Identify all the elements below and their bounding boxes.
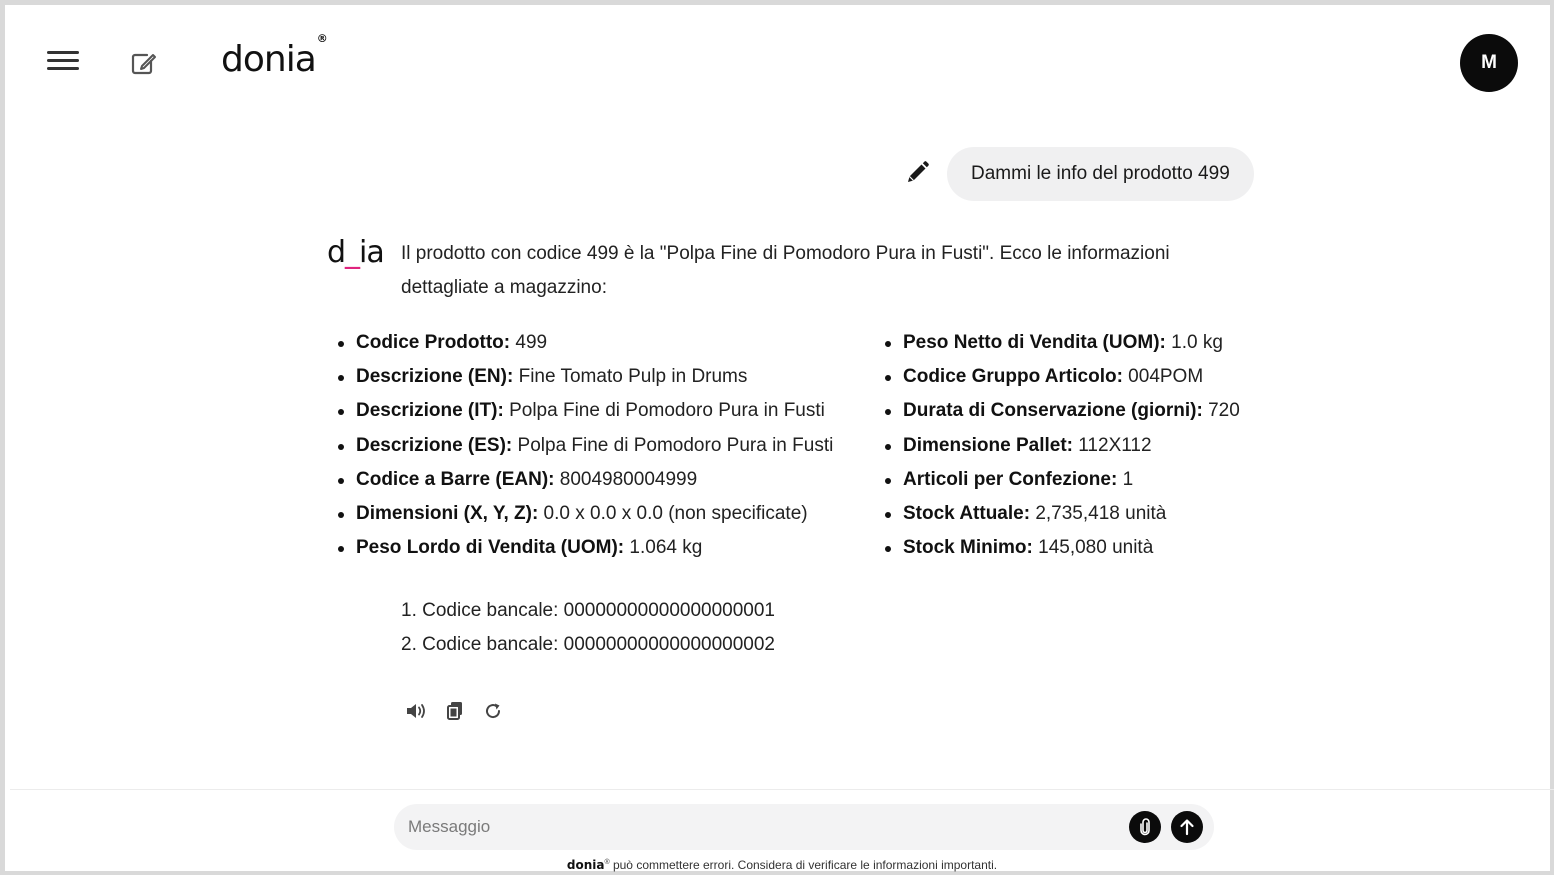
user-message-text: Dammi le info del prodotto 499 [971, 163, 1230, 184]
list-item-value: 8004980004999 [554, 468, 698, 490]
list-item-label: Durata di Conservazione (giorni): [903, 400, 1203, 422]
user-message-bubble [947, 147, 1254, 201]
product-details-left-list [335, 326, 833, 565]
assistant-logo-underscore: _ [345, 235, 360, 270]
list-item [882, 531, 1240, 565]
brand-registered-mark: ® [316, 32, 327, 45]
assistant-logo-d: d [327, 235, 346, 270]
list-item-label: Descrizione (ES): [356, 434, 513, 456]
list-item [882, 429, 1240, 463]
edit-square-icon [127, 47, 161, 79]
list-item [882, 326, 1240, 360]
ordered-list-item: 2. Codice bancale: 00000000000000000002 [401, 634, 775, 655]
list-item [335, 429, 833, 463]
assistant-intro-text: Il prodotto con codice 499 è la "Polpa Fine di Pomodoro Pura in Fusti". Ecco le informazioni dettagliate a magazzino: [401, 243, 1170, 298]
footer-divider [10, 789, 1554, 790]
list-item-value: 2,735,418 unità [1030, 502, 1167, 524]
list-item-value: 112X112 [1073, 434, 1152, 456]
list-item [882, 360, 1240, 394]
list-item-value: 004POM [1122, 366, 1204, 388]
message-composer [394, 804, 1214, 850]
list-item-value: 0.0 x 0.0 x 0.0 (non specificate) [538, 502, 808, 524]
list-item-value: 1.0 kg [1165, 332, 1223, 353]
list-item-label: Codice Gruppo Articolo: [903, 366, 1123, 388]
list-item-label: Peso Lordo di Vendita (UOM): [356, 537, 625, 559]
list-item-value: 499 [510, 332, 548, 353]
list-item [335, 360, 833, 394]
disclaimer-brand-mark: ® [604, 859, 610, 866]
list-item-label: Dimensioni (X, Y, Z): [356, 502, 539, 524]
list-item-value: Polpa Fine di Pomodoro Pura in Fusti [512, 434, 834, 456]
disclaimer-text [5, 858, 1554, 872]
pallet-codes-list [401, 594, 775, 662]
list-item [335, 463, 833, 497]
brand-name: donia [221, 39, 316, 80]
paperclip-icon [1139, 818, 1151, 836]
regenerate-icon [483, 701, 503, 721]
list-item [882, 497, 1240, 531]
list-item-label: Peso Netto di Vendita (UOM): [903, 332, 1166, 353]
brand-logo[interactable] [221, 32, 327, 80]
product-details-right-list [882, 326, 1240, 565]
avatar-initial: M [1481, 52, 1497, 73]
read-aloud-button[interactable] [405, 699, 429, 723]
list-item-label: Descrizione (IT): [356, 400, 504, 422]
regenerate-button[interactable] [481, 699, 505, 723]
list-item [335, 497, 833, 531]
list-item [882, 463, 1240, 497]
list-item-label: Stock Attuale: [903, 502, 1031, 524]
edit-message-button[interactable] [903, 159, 931, 187]
list-item [335, 326, 833, 360]
list-item [882, 394, 1240, 428]
hamburger-menu-icon [47, 51, 79, 54]
user-avatar[interactable] [1460, 34, 1518, 92]
assistant-logo [327, 235, 384, 270]
list-item-label: Articoli per Confezione: [903, 468, 1118, 490]
copy-button[interactable] [443, 699, 467, 723]
list-item-value: 720 [1202, 400, 1240, 422]
pencil-icon [903, 159, 931, 187]
list-item-label: Stock Minimo: [903, 537, 1033, 559]
disclaimer-message: può commettere errori. Considera di verificare le informazioni importanti. [609, 858, 998, 872]
arrow-up-icon [1179, 818, 1195, 836]
list-item-value: 1 [1117, 468, 1134, 490]
list-item-value: 145,080 unità [1032, 537, 1154, 559]
assistant-logo-ia: ia [359, 235, 384, 270]
list-item [335, 394, 833, 428]
list-item [335, 531, 833, 565]
hamburger-menu-icon-bar [47, 59, 79, 62]
hamburger-menu-icon-bar [47, 67, 79, 70]
list-item-value: 1.064 kg [624, 537, 703, 559]
attach-button[interactable] [1129, 811, 1161, 843]
ordered-list-item: 1. Codice bancale: 00000000000000000001 [401, 600, 775, 621]
speaker-icon [405, 701, 429, 721]
list-item-label: Dimensione Pallet: [903, 434, 1073, 456]
new-chat-button[interactable] [127, 47, 161, 79]
menu-button[interactable] [45, 47, 81, 77]
list-item-label: Codice a Barre (EAN): [356, 468, 555, 490]
send-button[interactable] [1171, 811, 1203, 843]
list-item-value: Polpa Fine di Pomodoro Pura in Fusti [503, 400, 825, 422]
message-input[interactable] [408, 804, 1108, 850]
list-item-label: Codice Prodotto: [356, 332, 511, 353]
copy-icon [446, 701, 464, 721]
message-actions [405, 699, 505, 723]
disclaimer-brand: donia [566, 858, 605, 872]
list-item-value: Fine Tomato Pulp in Drums [513, 366, 748, 388]
list-item-label: Descrizione (EN): [356, 366, 514, 388]
